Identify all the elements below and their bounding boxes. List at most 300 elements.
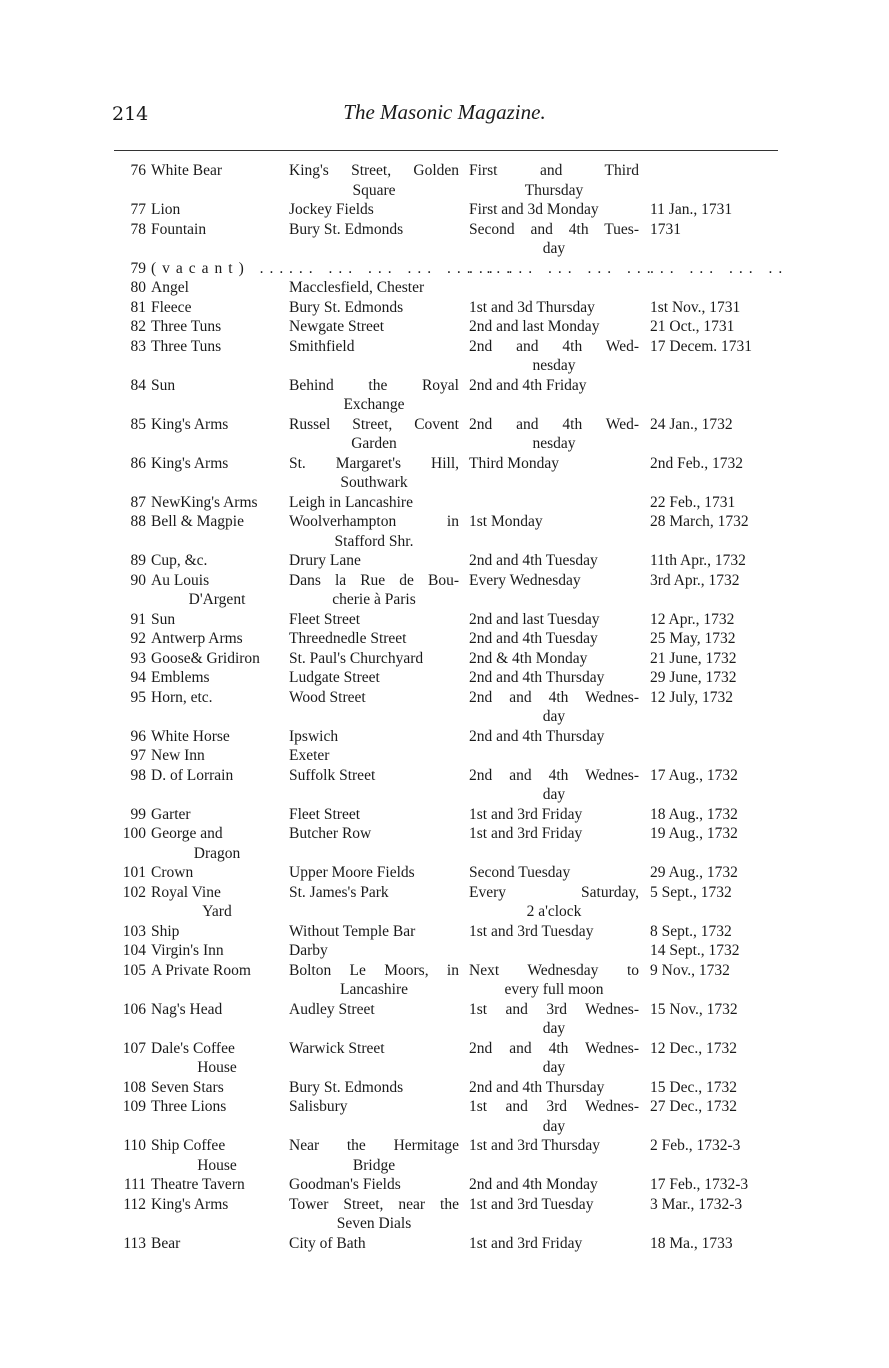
lodge-num [100, 824, 146, 844]
lodge-day [469, 337, 639, 376]
lodge-num-line: 77 [130, 201, 146, 218]
lodge-place [289, 610, 459, 630]
lodge-date-line: 29 Aug., 1732 [650, 864, 738, 881]
lodge-place [289, 317, 459, 337]
lodge-name-line: House [197, 1059, 237, 1076]
lodge-day-line: 1st and 3d Thursday [469, 298, 595, 316]
lodge-day-line: day [542, 708, 566, 725]
lodge-day [469, 1039, 639, 1078]
lodge-name-line: Ship [151, 922, 180, 940]
lodge-date-line: 29 June, 1732 [650, 669, 737, 686]
lodge-place-line: Near the Hermitage [289, 1137, 459, 1154]
lodge-date [650, 922, 778, 942]
lodge-name [151, 883, 283, 922]
lodge-num-line: 85 [130, 415, 146, 433]
lodge-day-line: First and Third [469, 162, 639, 179]
lodge-name [151, 941, 283, 961]
lodge-num [100, 298, 146, 318]
lodge-day-line: 2nd and 4th Wednes- [469, 688, 639, 706]
lodge-name-line: Goose& Gridiron [151, 649, 260, 667]
lodge-place-line: Bury St. Edmonds [289, 1078, 404, 1096]
lodge-num-line: 91 [130, 610, 146, 628]
lodge-day [469, 805, 639, 825]
lodge-day-line: Second and 4th Tues- [469, 220, 639, 238]
lodge-name [151, 727, 283, 747]
lodge-place-line: Warwick Street [289, 1039, 385, 1057]
lodge-name [151, 805, 283, 825]
lodge-row [0, 727, 889, 747]
lodge-row [0, 688, 889, 727]
lodge-day [469, 298, 639, 318]
lodge-place [289, 298, 459, 318]
lodge-day-line: 2nd and 4th Wed- [469, 337, 639, 355]
lodge-num-line: 95 [130, 688, 146, 706]
lodge-day [469, 668, 639, 688]
header-rule [114, 150, 778, 151]
lodge-num [100, 220, 146, 240]
lodge-place [289, 727, 459, 747]
lodge-date [650, 1000, 778, 1020]
lodge-place-line: Bridge [352, 1156, 396, 1174]
lodge-day [469, 1234, 639, 1254]
lodge-name-line: Emblems [151, 669, 210, 686]
lodge-num [100, 278, 146, 298]
lodge-row [0, 1000, 889, 1039]
lodge-place-line: Bury St. Edmonds [289, 220, 404, 238]
lodge-num-line: 76 [130, 162, 146, 179]
lodge-day [469, 454, 639, 474]
lodge-name [151, 161, 283, 181]
lodge-date [650, 454, 778, 474]
lodge-place [289, 259, 517, 279]
lodge-num-line: 84 [130, 376, 146, 394]
lodge-num [100, 727, 146, 747]
lodge-place [289, 863, 459, 883]
lodge-date [650, 1175, 778, 1195]
lodge-name-line: Angel [151, 279, 189, 296]
lodge-day-line: 2nd and 4th Wednes- [469, 1039, 639, 1057]
lodge-date-line: 9 Nov., 1732 [650, 961, 730, 979]
lodge-place [289, 1136, 459, 1175]
lodge-day [469, 161, 639, 200]
lodge-date-line: 17 Feb., 1732-3 [650, 1176, 749, 1193]
lodge-num-line: 78 [130, 220, 146, 238]
lodge-place-line: Seven Dials [336, 1215, 412, 1232]
lodge-place-line: Exeter [289, 747, 330, 764]
lodge-day [469, 766, 639, 805]
lodge-date [650, 298, 778, 318]
lodge-date-line: 15 Nov., 1732 [650, 1000, 738, 1018]
lodge-place-line: Russel Street, Covent [289, 415, 459, 433]
lodge-name-line: Sun [151, 610, 176, 628]
lodge-row [0, 200, 889, 220]
lodge-row [0, 883, 889, 922]
lodge-num [100, 200, 146, 220]
lodge-name [151, 493, 283, 513]
lodge-place-line: City of Bath [289, 1234, 366, 1252]
lodge-day-line: nesday [532, 435, 576, 452]
lodge-place [289, 668, 459, 688]
lodge-num-line: 102 [122, 883, 146, 901]
lodge-table [0, 161, 889, 1253]
lodge-place [289, 415, 459, 454]
lodge-num [100, 805, 146, 825]
lodge-day [469, 922, 639, 942]
lodge-date-line: 1st Nov., 1731 [650, 298, 741, 316]
lodge-date-line: ... ... ... .. [650, 259, 789, 277]
lodge-place-line: Bolton Le Moors, in [289, 961, 459, 979]
lodge-place-line: St. Paul's Churchyard [289, 649, 424, 667]
lodge-day [469, 824, 639, 844]
lodge-place-line: Without Temple Bar [289, 922, 416, 940]
lodge-date [650, 551, 778, 571]
lodge-num-line: 92 [130, 630, 146, 647]
lodge-name-line: Yard [202, 903, 232, 920]
lodge-date [650, 259, 789, 279]
lodge-place-line: Fleet Street [289, 805, 361, 823]
lodge-name-line: White Bear [151, 162, 223, 179]
lodge-place [289, 824, 459, 844]
lodge-place [289, 220, 459, 240]
lodge-date [650, 1097, 778, 1117]
lodge-day-line: 2nd and 4th Thursday [469, 669, 605, 686]
lodge-date-line: 12 Apr., 1732 [650, 610, 735, 628]
lodge-date [650, 688, 778, 708]
lodge-day [469, 863, 639, 883]
lodge-row [0, 649, 889, 669]
lodge-num [100, 1039, 146, 1059]
lodge-num-line: 97 [130, 747, 146, 764]
lodge-num [100, 317, 146, 337]
lodge-name-line: Royal Vine [151, 883, 221, 901]
lodge-date-line: 1731 [650, 220, 681, 238]
lodge-day-line: Third Monday [469, 454, 559, 472]
lodge-row [0, 1078, 889, 1098]
lodge-day [469, 688, 639, 727]
lodge-date-line: 21 June, 1732 [650, 649, 737, 667]
lodge-num-line: 93 [130, 649, 146, 667]
lodge-date-line: 12 July, 1732 [650, 688, 733, 706]
lodge-day-line: 1st and 3rd Wednes- [469, 1000, 639, 1018]
lodge-row [0, 610, 889, 630]
lodge-name-line: (vacant) ... [151, 259, 290, 277]
lodge-date [650, 1078, 778, 1098]
lodge-day-line: ... ... ... ... ... [469, 259, 657, 277]
lodge-place [289, 941, 459, 961]
lodge-day [469, 551, 639, 571]
lodge-date [650, 337, 778, 357]
lodge-day [469, 415, 639, 454]
lodge-place-line: Threednedle Street [289, 630, 407, 647]
lodge-row [0, 824, 889, 863]
lodge-day-line: 2nd and 4th Friday [469, 376, 587, 394]
lodge-num-line: 103 [122, 922, 146, 940]
lodge-date-line: 17 Decem. 1731 [650, 337, 753, 355]
lodge-num-line: 96 [130, 727, 146, 745]
lodge-num [100, 551, 146, 571]
lodge-date [650, 493, 778, 513]
lodge-name [151, 1078, 283, 1098]
lodge-name-line: Seven Stars [151, 1078, 224, 1096]
lodge-place-line: Ipswich [289, 727, 339, 745]
lodge-date [650, 649, 778, 669]
lodge-row [0, 512, 889, 551]
lodge-date-line: 3 Mar., 1732-3 [650, 1195, 743, 1213]
lodge-place [289, 1175, 459, 1195]
lodge-day-line: Every Saturday, [469, 883, 639, 901]
lodge-date [650, 610, 778, 630]
lodge-row [0, 1234, 889, 1254]
lodge-day-line: 1st and 3rd Thursday [469, 1137, 601, 1154]
lodge-date [650, 1039, 778, 1059]
lodge-date-line: 14 Sept., 1732 [650, 942, 740, 959]
lodge-num-line: 109 [122, 1098, 146, 1115]
lodge-place-line: Tower Street, near the [289, 1195, 459, 1213]
lodge-day [469, 629, 639, 649]
lodge-row [0, 922, 889, 942]
lodge-place [289, 1039, 459, 1059]
lodge-num [100, 1078, 146, 1098]
lodge-row [0, 259, 889, 279]
lodge-num [100, 863, 146, 883]
lodge-place-line: Newgate Street [289, 318, 385, 335]
lodge-name-line: Ship Coffee [151, 1137, 226, 1154]
lodge-place [289, 1078, 459, 1098]
lodge-date [650, 415, 778, 435]
lodge-name [151, 298, 283, 318]
lodge-row [0, 1039, 889, 1078]
lodge-day-line: 2nd & 4th Monday [469, 649, 588, 667]
lodge-name [151, 415, 283, 435]
lodge-name-line: House [197, 1156, 237, 1174]
lodge-place [289, 883, 459, 903]
lodge-row [0, 161, 889, 200]
lodge-place-line: Fleet Street [289, 610, 361, 628]
lodge-day-line: 1st and 3rd Tuesday [469, 1195, 594, 1213]
lodge-day-line: 1st and 3rd Friday [469, 1234, 583, 1252]
lodge-name [151, 376, 283, 396]
lodge-name [151, 766, 283, 786]
lodge-date-line: 27 Dec., 1732 [650, 1098, 737, 1115]
lodge-num-line: 88 [130, 513, 146, 530]
lodge-name-line: Bell & Magpie [151, 513, 244, 530]
lodge-num-line: 104 [122, 942, 146, 959]
lodge-place [289, 337, 459, 357]
lodge-name [151, 629, 283, 649]
lodge-day [469, 1097, 639, 1136]
lodge-date-line: 11th Apr., 1732 [650, 552, 746, 569]
lodge-place [289, 805, 459, 825]
lodge-place-line: Darby [289, 942, 328, 959]
lodge-num [100, 766, 146, 786]
lodge-name [151, 649, 283, 669]
lodge-name [151, 922, 283, 942]
lodge-name [151, 824, 283, 863]
lodge-num [100, 415, 146, 435]
lodge-place-line: Dans la Rue de Bou- [289, 571, 459, 589]
lodge-day-line: 1st and 3rd Wednes- [469, 1098, 639, 1115]
lodge-day-line: 2nd and last Tuesday [469, 610, 600, 628]
lodge-num-line: 108 [122, 1078, 146, 1096]
lodge-date-line: 15 Dec., 1732 [650, 1078, 737, 1096]
lodge-day-line: 2nd and 4th Thursday [469, 727, 605, 745]
lodge-place-line: Leigh in Lancashire [289, 493, 413, 511]
lodge-row [0, 278, 889, 298]
lodge-num-line: 82 [130, 318, 146, 335]
lodge-place [289, 1097, 459, 1117]
lodge-name [151, 1195, 283, 1215]
lodge-date-line: 12 Dec., 1732 [650, 1039, 737, 1057]
lodge-date-line: 28 March, 1732 [650, 513, 749, 530]
lodge-place [289, 493, 459, 513]
lodge-place-line: St. James's Park [289, 883, 389, 901]
lodge-place [289, 454, 459, 493]
lodge-row [0, 805, 889, 825]
lodge-num [100, 571, 146, 591]
lodge-row [0, 746, 889, 766]
lodge-place-line: Macclesfield, Chester [289, 279, 425, 296]
lodge-day-line: day [542, 1020, 566, 1037]
lodge-name [151, 668, 283, 688]
lodge-num-line: 94 [130, 669, 146, 686]
lodge-num [100, 259, 146, 279]
lodge-day-line: Thursday [524, 181, 584, 199]
lodge-row [0, 1195, 889, 1234]
lodge-name [151, 746, 283, 766]
lodge-date [650, 317, 778, 337]
lodge-day-line: 1st Monday [469, 513, 543, 530]
lodge-num [100, 746, 146, 766]
lodge-place-line: St. Margaret's Hill, [289, 454, 459, 472]
lodge-num-line: 89 [130, 552, 146, 569]
lodge-name [151, 610, 283, 630]
lodge-place-line: cherie à Paris [332, 591, 416, 608]
lodge-day-line: First and 3d Monday [469, 201, 599, 218]
lodge-day-line: 2nd and 4th Tuesday [469, 552, 598, 569]
lodge-date-line: 18 Ma., 1733 [650, 1234, 733, 1252]
lodge-place-line: Behind the Royal [289, 376, 459, 394]
lodge-name [151, 512, 283, 532]
lodge-day-line: nesday [532, 357, 576, 374]
lodge-day-line: 1st and 3rd Tuesday [469, 922, 594, 940]
lodge-day [469, 317, 639, 337]
lodge-place-line: Wood Street [289, 688, 366, 706]
lodge-place-line: Square [352, 181, 396, 199]
lodge-num-line: 106 [122, 1000, 146, 1018]
lodge-date-line: 18 Aug., 1732 [650, 805, 738, 823]
lodge-num-line: 81 [130, 298, 146, 316]
lodge-num-line: 99 [130, 805, 146, 823]
lodge-day [469, 259, 657, 279]
lodge-row [0, 454, 889, 493]
lodge-num [100, 1097, 146, 1117]
lodge-name-line: Nag's Head [151, 1000, 223, 1018]
lodge-date [650, 220, 778, 240]
lodge-place [289, 512, 459, 551]
lodge-name-line: George and [151, 825, 223, 842]
lodge-day-line: day [542, 1117, 566, 1135]
lodge-day [469, 727, 639, 747]
lodge-day [469, 883, 639, 922]
lodge-day [469, 1000, 639, 1039]
lodge-row [0, 220, 889, 259]
lodge-row [0, 629, 889, 649]
lodge-name [151, 278, 283, 298]
lodge-name-line: Fountain [151, 220, 207, 238]
lodge-place-line: Stafford Shr. [334, 532, 414, 550]
lodge-num-line: 105 [122, 961, 146, 979]
lodge-date-line: 21 Oct., 1731 [650, 318, 735, 335]
lodge-date [650, 1136, 778, 1156]
lodge-num-line: 101 [122, 864, 146, 881]
lodge-date-line: 22 Feb., 1731 [650, 493, 736, 511]
lodge-place-line: Audley Street [289, 1000, 375, 1018]
lodge-name-line: Theatre Tavern [151, 1176, 245, 1193]
lodge-day [469, 649, 639, 669]
lodge-place [289, 278, 459, 298]
lodge-num [100, 1234, 146, 1254]
lodge-num [100, 668, 146, 688]
lodge-num [100, 376, 146, 396]
lodge-place-line: Exchange [343, 396, 405, 413]
lodge-name-line: Sun [151, 376, 176, 394]
lodge-date [650, 961, 778, 981]
lodge-name-line: Three Lions [151, 1098, 227, 1115]
lodge-num-line: 112 [123, 1195, 146, 1213]
lodge-date [650, 668, 778, 688]
lodge-num [100, 493, 146, 513]
lodge-date [650, 941, 778, 961]
lodge-date-line: 19 Aug., 1732 [650, 825, 738, 842]
lodge-date [650, 863, 778, 883]
lodge-name [151, 220, 283, 240]
lodge-row [0, 1175, 889, 1195]
lodge-day-line: day [542, 240, 566, 257]
lodge-day [469, 1195, 639, 1215]
lodge-num [100, 1175, 146, 1195]
lodge-name-line: King's Arms [151, 1195, 229, 1213]
lodge-row [0, 1097, 889, 1136]
lodge-num-line: 79 [130, 259, 146, 277]
lodge-place [289, 1000, 459, 1020]
lodge-num-line: 110 [123, 1137, 146, 1154]
lodge-place-line: Drury Lane [289, 552, 361, 569]
lodge-name [151, 1175, 283, 1195]
lodge-row [0, 493, 889, 513]
lodge-name [151, 454, 283, 474]
lodge-day-line: 2nd and last Monday [469, 318, 600, 335]
lodge-num-line: 98 [130, 766, 146, 784]
lodge-day-line: Next Wednesday to [469, 961, 639, 979]
lodge-date [650, 1195, 778, 1215]
lodge-row [0, 941, 889, 961]
lodge-place [289, 161, 459, 200]
lodge-place [289, 629, 459, 649]
lodge-day [469, 512, 639, 532]
lodge-name [151, 688, 283, 708]
lodge-place-line: Lancashire [340, 981, 408, 998]
lodge-row [0, 376, 889, 415]
lodge-date [650, 805, 778, 825]
lodge-row [0, 668, 889, 688]
lodge-place-line: Bury St. Edmonds [289, 298, 404, 316]
lodge-row [0, 863, 889, 883]
lodge-date [650, 824, 778, 844]
lodge-day [469, 1175, 639, 1195]
lodge-place-line: ... ... ... ... ... ... [289, 259, 517, 277]
lodge-date-line: 8 Sept., 1732 [650, 922, 732, 940]
lodge-row [0, 415, 889, 454]
